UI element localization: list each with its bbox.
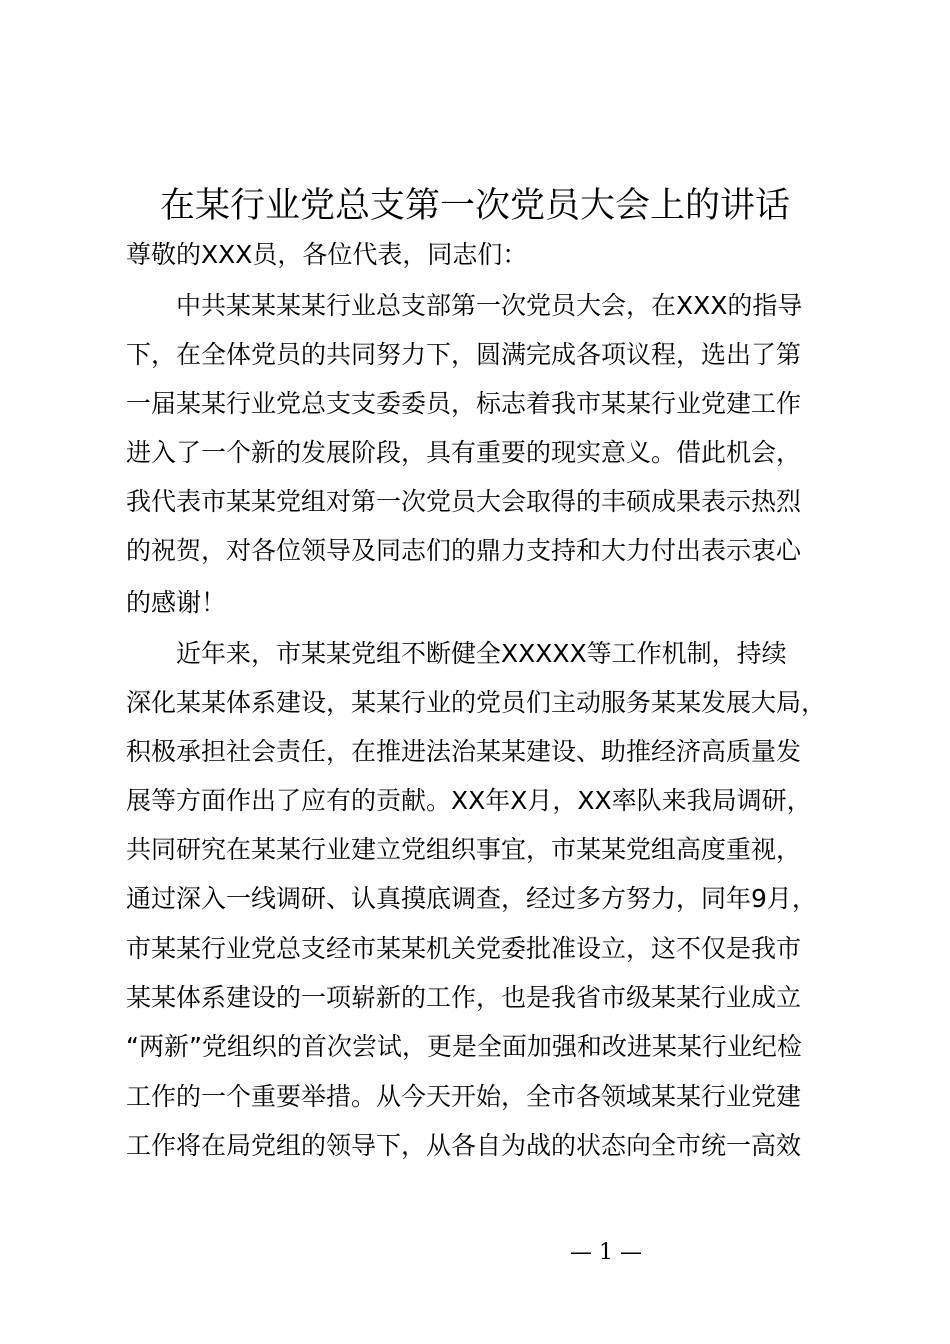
- text-line: 近年来，市某某党组不断健全XXXXX等工作机制，持续: [126, 639, 787, 668]
- page-number: — 1 —: [570, 1240, 642, 1265]
- text-line: 的感谢！: [126, 588, 227, 617]
- text-line: 工作将在局党组的领导下，从各自为战的状态向全市统一高效: [126, 1131, 802, 1160]
- text-line: 深化某某体系建设，某某行业的党员们主动服务某某发展大局，: [126, 688, 827, 717]
- text-line: 某某体系建设的一项崭新的工作，也是我省市级某某行业成立: [126, 983, 802, 1012]
- salutation: 尊敬的XXX员，各位代表，同志们：: [126, 240, 528, 269]
- text-line: 下，在全体党员的共同努力下，圆满完成各项议程，选出了第: [126, 340, 802, 369]
- text-line: 共同研究在某某行业建立党组织事宜，市某某党组高度重视，: [126, 835, 802, 864]
- text-line: “两新”党组织的首次尝试，更是全面加强和改进某某行业纪检: [126, 1032, 802, 1061]
- text-line: 通过深入一线调研、认真摸底调查，经过多方努力，同年9月，: [126, 884, 817, 913]
- text-line: 工作的一个重要举措。从今天开始，全市各领域某某行业党建: [126, 1082, 802, 1111]
- text-line: 的祝贺，对各位领导及同志们的鼎力支持和大力付出表示衷心: [126, 536, 802, 565]
- text-line: 积极承担社会责任，在推进法治某某建设、助推经济高质量发: [126, 737, 802, 766]
- text-line: 展等方面作出了应有的贡献。XX年X月，XX率队来我局调研，: [126, 786, 812, 815]
- document-title: 在某行业党总支第一次党员大会上的讲话: [159, 186, 790, 226]
- text-line: 中共某某某某行业总支部第一次党员大会，在XXX的指导: [126, 291, 803, 320]
- text-line: 进入了一个新的发展阶段，具有重要的现实意义。借此机会，: [126, 438, 802, 467]
- text-line: 市某某行业党总支经市某某机关党委批准设立，这不仅是我市: [126, 934, 802, 963]
- text-line: 我代表市某某党组对第一次党员大会取得的丰硕成果表示热烈: [126, 487, 802, 516]
- text-line: 一届某某行业党总支支委委员，标志着我市某某行业党建工作: [126, 389, 802, 418]
